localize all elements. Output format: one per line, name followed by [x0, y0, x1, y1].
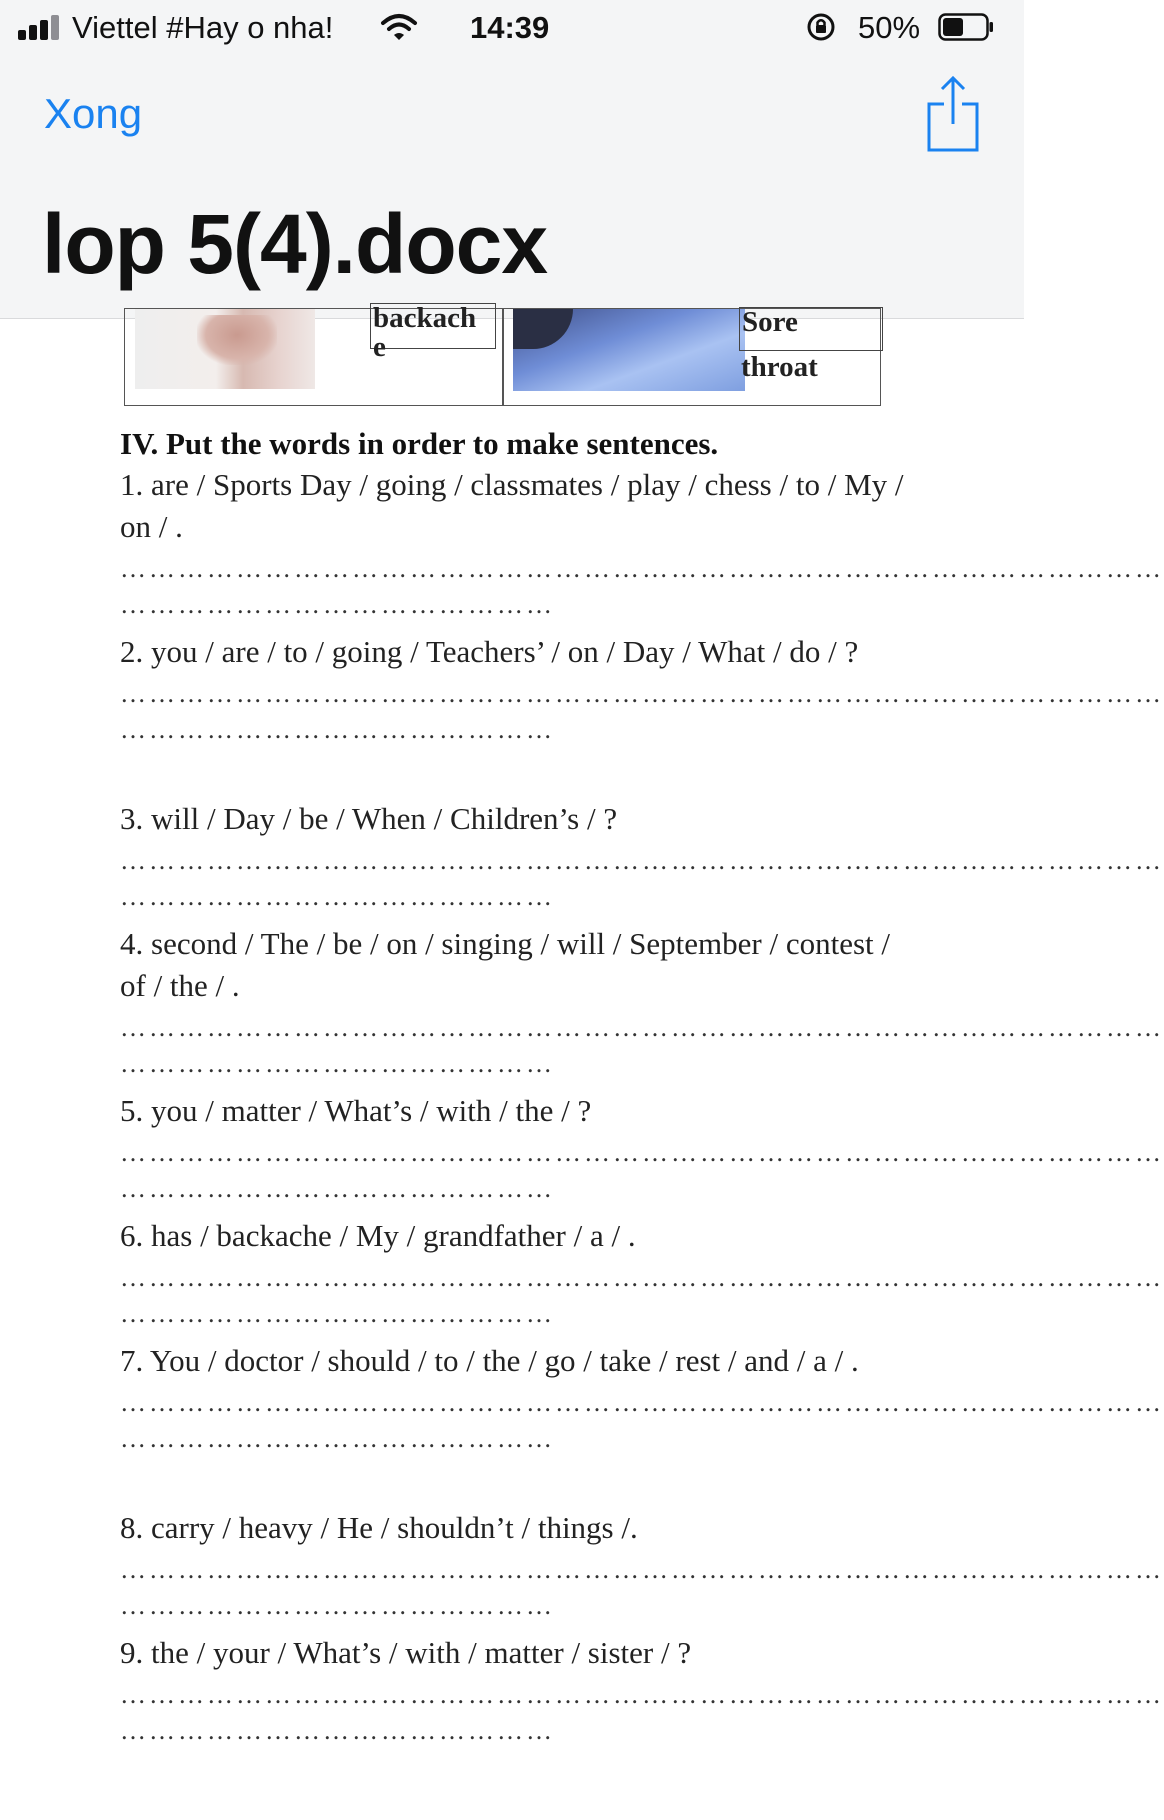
answer-line: ……………………………………… — [120, 1049, 555, 1078]
answer-line: ……………………………………………………………………………………………… — [120, 1013, 1164, 1042]
question-text: 3. will / Day / be / When / Children’s / ? — [120, 801, 618, 836]
question-item — [120, 1507, 1164, 1620]
battery-percent: 50% — [858, 10, 921, 45]
answer-line: ……………………………………… — [120, 1299, 555, 1328]
answer-line: ……………………………………… — [120, 1716, 555, 1745]
answer-line: ……………………………………… — [120, 590, 555, 619]
question-text: 1. are / Sports Day / going / classmates / play / chess / to / My / on / . — [120, 467, 904, 544]
cellular-signal-icon — [18, 14, 66, 40]
question-item — [120, 798, 1164, 911]
answer-line: ……………………………………………………………………………………………… — [120, 1138, 1164, 1167]
answer-line: ……………………………………………………………………………………………… — [120, 1680, 1164, 1709]
answer-line: ……………………………………………………………………………………………… — [120, 554, 1164, 583]
document-title: lop 5(4).docx — [42, 197, 548, 291]
done-button[interactable]: Xong — [44, 90, 143, 137]
answer-line: ……………………………………………………………………………………………… — [120, 1388, 1164, 1417]
question-item — [120, 464, 1164, 619]
illustration-table — [124, 302, 881, 406]
quicklook-header — [0, 0, 1024, 319]
document-page — [0, 302, 1164, 1820]
orientation-lock-icon — [806, 12, 836, 42]
question-text: 8. carry / heavy / He / shouldn’t / things /. — [120, 1510, 638, 1545]
battery-icon — [938, 13, 994, 41]
answer-line: ……………………………………………………………………………………………… — [120, 679, 1164, 708]
sore-throat-label-line2: throat — [741, 351, 818, 383]
wifi-icon — [381, 12, 417, 42]
answer-line: ……………………………………………………………………………………………… — [120, 1263, 1164, 1292]
question-text: 9. the / your / What’s / with / matter / sister / ? — [120, 1635, 692, 1670]
section-title: IV. Put the words in order to make sentences. — [120, 426, 719, 461]
question-text: 2. you / are / to / going / Teachers’ / on / Day / What / do / ? — [120, 634, 859, 669]
question-item — [120, 631, 1164, 744]
backache-label: backach e — [370, 303, 496, 349]
question-item — [120, 1215, 1164, 1328]
question-item — [120, 1090, 1164, 1203]
question-item — [120, 1632, 1164, 1745]
carrier-name: Viettel #Hay o nha! — [72, 10, 334, 45]
answer-line: ……………………………………………………………………………………………… — [120, 1555, 1164, 1584]
question-item — [120, 923, 1164, 1078]
share-icon[interactable] — [924, 74, 982, 154]
clock: 14:39 — [470, 10, 550, 45]
sore-throat-photo — [513, 309, 745, 391]
question-text: 5. you / matter / What’s / with / the / ? — [120, 1093, 592, 1128]
answer-line: ……………………………………… — [120, 715, 555, 744]
answer-line: ……………………………………………………………………………………………… — [120, 846, 1164, 875]
question-text: 7. You / doctor / should / to / the / go / take / rest / and / a / . — [120, 1343, 859, 1378]
answer-line: ……………………………………… — [120, 1591, 555, 1620]
answer-line: ……………………………………… — [120, 1174, 555, 1203]
question-text: 6. has / backache / My / grandfather / a / . — [120, 1218, 636, 1253]
sore-throat-label: Sore — [739, 307, 883, 351]
backache-photo — [135, 309, 315, 389]
status-bar — [0, 0, 1024, 56]
question-text: 4. second / The / be / on / singing / will / September / contest / of / the / . — [120, 926, 891, 1003]
question-item — [120, 1340, 1164, 1453]
answer-line: ……………………………………… — [120, 882, 555, 911]
answer-line: ……………………………………… — [120, 1424, 555, 1453]
